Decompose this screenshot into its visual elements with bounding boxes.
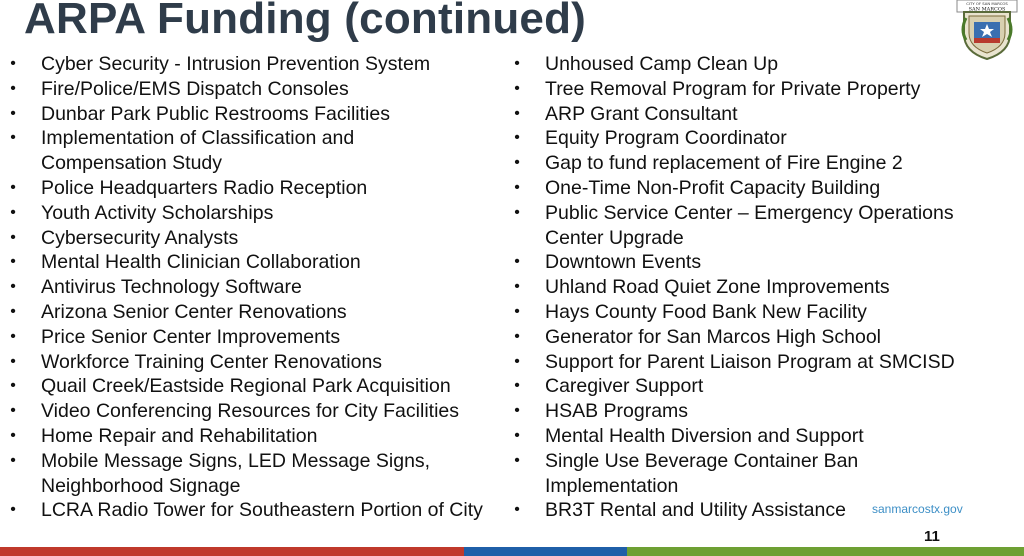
website-url: sanmarcostx.gov <box>872 502 963 516</box>
list-item-text: Price Senior Center Improvements <box>41 325 341 348</box>
list-item <box>8 250 518 275</box>
list-item <box>8 226 518 251</box>
bullet-icon: • <box>514 104 520 122</box>
list-item <box>8 374 518 399</box>
list-item-text: BR3T Rental and Utility Assistance <box>545 499 846 522</box>
bullet-icon: • <box>10 426 16 444</box>
bullet-icon: • <box>514 377 520 395</box>
list-item-text: Center Upgrade <box>545 226 684 249</box>
list-item-text: Fire/Police/EMS Dispatch Consoles <box>41 77 349 100</box>
list-item <box>512 176 1017 201</box>
bullet-icon: • <box>514 352 520 370</box>
list-item <box>8 102 518 127</box>
bullet-icon: • <box>10 55 16 72</box>
list-item <box>8 399 518 424</box>
bullet-icon: • <box>10 178 16 196</box>
bullet-icon: • <box>514 278 520 296</box>
bullet-icon: • <box>10 302 16 320</box>
list-item-text: Mental Health Clinician Collaboration <box>41 251 361 274</box>
list-item-text: ARP Grant Consultant <box>545 102 738 125</box>
list-item <box>512 275 1017 300</box>
bullet-icon: • <box>514 253 520 271</box>
bullet-icon: • <box>514 79 520 97</box>
list-item-text: Hays County Food Bank New Facility <box>545 300 867 323</box>
list-item <box>512 151 1017 176</box>
list-item-text: Cyber Security - Intrusion Prevention System <box>41 53 431 75</box>
bullet-icon: • <box>514 402 520 420</box>
svg-text:SAN MARCOS: SAN MARCOS <box>968 6 1006 13</box>
list-item <box>8 350 518 375</box>
list-item-text: Support for Parent Liaison Program at SMCISD <box>545 350 955 373</box>
logo-text: CITY OF SAN MARCOS <box>966 1 1008 6</box>
list-item-text: Mental Health Diversion and Support <box>545 424 864 447</box>
list-item-text: Compensation Study <box>41 152 223 175</box>
list-item <box>8 77 518 102</box>
list-item <box>512 399 1017 424</box>
list-item <box>8 325 518 350</box>
bullet-icon: • <box>514 129 520 147</box>
list-item <box>512 424 1017 449</box>
bullet-icon: • <box>10 377 16 395</box>
list-item-text: Mobile Message Signs, LED Message Signs, <box>41 449 431 472</box>
list-item <box>512 325 1017 350</box>
list-item-text: Home Repair and Rehabilitation <box>41 424 318 447</box>
bullet-icon: • <box>10 79 16 97</box>
list-item <box>8 498 518 523</box>
list-item <box>512 350 1017 375</box>
list-item-text: Unhoused Camp Clean Up <box>545 53 779 75</box>
list-item <box>512 77 1017 102</box>
list-item <box>8 300 518 325</box>
bullet-icon: • <box>10 352 16 370</box>
list-item <box>8 275 518 300</box>
list-item-text: Downtown Events <box>545 251 702 274</box>
bullet-icon: • <box>514 203 520 221</box>
list-item-text: Single Use Beverage Container Ban <box>545 449 859 472</box>
list-item-text: Quail Creek/Eastside Regional Park Acquisition <box>41 375 451 398</box>
list-item-text: Equity Program Coordinator <box>545 127 787 150</box>
list-item-text: Tree Removal Program for Private Property <box>545 77 921 100</box>
list-item-text: LCRA Radio Tower for Southeastern Portion of City <box>41 499 483 522</box>
list-item-text: Arizona Senior Center Renovations <box>41 300 347 323</box>
list-item <box>8 424 518 449</box>
list-item <box>8 176 518 201</box>
bullet-icon: • <box>514 55 520 72</box>
list-item-text: Workforce Training Center Renovations <box>41 350 383 373</box>
page-number: 11 <box>924 528 940 545</box>
list-item-text: HSAB Programs <box>545 400 689 423</box>
bullet-icon: • <box>514 501 520 519</box>
list-item <box>512 449 1017 499</box>
list-item <box>8 52 518 77</box>
bullet-icon: • <box>10 327 16 345</box>
list-item <box>512 126 1017 151</box>
list-item-text: Antivirus Technology Software <box>41 276 302 299</box>
right-funding-list <box>512 52 1017 523</box>
list-item-text: Generator for San Marcos High School <box>545 325 881 348</box>
list-item-text: Video Conferencing Resources for City Facilities <box>41 400 459 423</box>
bullet-icon: • <box>514 426 520 444</box>
list-item-text: Implementation of Classification and <box>41 127 355 150</box>
bullet-icon: • <box>514 178 520 196</box>
footer-bar-green <box>627 547 1024 556</box>
bullet-icon: • <box>10 278 16 296</box>
footer-bar-blue <box>464 547 627 556</box>
bullet-icon: • <box>10 203 16 221</box>
list-item <box>512 201 1017 251</box>
list-item-text: Neighborhood Signage <box>41 474 241 497</box>
list-item <box>8 126 518 176</box>
bullet-icon: • <box>514 327 520 345</box>
list-item-text: One-Time Non-Profit Capacity Building <box>545 176 881 199</box>
list-item <box>512 250 1017 275</box>
list-item <box>8 449 518 499</box>
list-item-text: Cybersecurity Analysts <box>41 226 239 249</box>
bullet-icon: • <box>10 402 16 420</box>
list-item-text: Police Headquarters Radio Reception <box>41 176 368 199</box>
bullet-icon: • <box>514 302 520 320</box>
bullet-icon: • <box>10 451 16 469</box>
left-funding-list <box>8 52 518 523</box>
footer-bar-red <box>0 547 464 556</box>
list-item <box>512 374 1017 399</box>
list-item-text: Implementation <box>545 474 679 497</box>
bullet-icon: • <box>10 501 16 519</box>
list-item <box>8 201 518 226</box>
bullet-icon: • <box>514 154 520 172</box>
list-item <box>512 102 1017 127</box>
list-item-text: Gap to fund replacement of Fire Engine 2 <box>545 152 903 175</box>
bullet-icon: • <box>10 129 16 147</box>
list-item-text: Dunbar Park Public Restrooms Facilities <box>41 102 390 125</box>
list-item-text: Uhland Road Quiet Zone Improvements <box>545 276 890 299</box>
list-item-text: Youth Activity Scholarships <box>41 201 274 224</box>
city-seal-logo <box>956 0 1018 60</box>
bullet-icon: • <box>10 104 16 122</box>
list-item-text: Public Service Center – Emergency Operations <box>545 201 954 224</box>
bullet-icon: • <box>514 451 520 469</box>
slide-title: ARPA Funding (continued) <box>24 0 587 43</box>
bullet-icon: • <box>10 228 16 246</box>
list-item-text: Caregiver Support <box>545 375 704 398</box>
list-item <box>512 300 1017 325</box>
bullet-icon: • <box>10 253 16 271</box>
list-item <box>512 52 1017 77</box>
